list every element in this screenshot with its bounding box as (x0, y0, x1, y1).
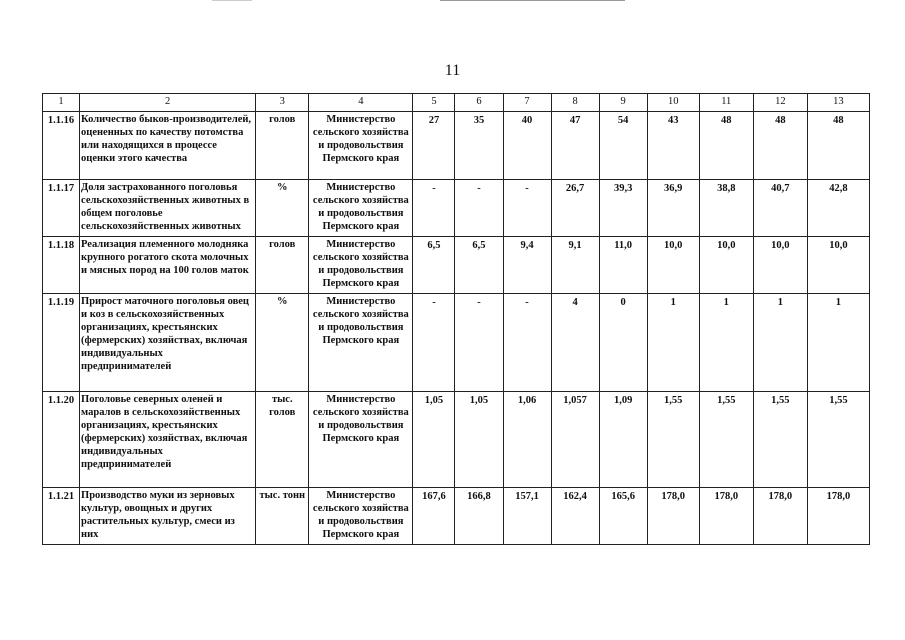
indicator-name: Производство муки из зерновых культур, овощных и других растительных культур, смеси из них (80, 488, 256, 545)
value-cell: 178,0 (699, 488, 753, 545)
value-cell: 1 (647, 294, 699, 392)
header-row (43, 94, 870, 112)
unit-cell: % (256, 180, 309, 237)
table-row (43, 294, 870, 392)
value-cell: 48 (807, 112, 869, 180)
indicator-name: Поголовье северных оленей и маралов в сельскохозяйственных организациях, крестьянских (фермерских) хозяйствах, включая индивидуальных предпринимателей (80, 392, 256, 488)
header-cell: 4 (309, 94, 413, 112)
row-code: 1.1.21 (43, 488, 80, 545)
value-cell: 178,0 (647, 488, 699, 545)
value-cell: - (503, 180, 551, 237)
value-cell: 6,5 (455, 237, 503, 294)
header-cell: 7 (503, 94, 551, 112)
value-cell: 1,55 (753, 392, 807, 488)
value-cell: 1,05 (455, 392, 503, 488)
unit-cell: тыс. тонн (256, 488, 309, 545)
header-cell: 12 (753, 94, 807, 112)
value-cell: 38,8 (699, 180, 753, 237)
value-cell: 11,0 (599, 237, 647, 294)
value-cell: 42,8 (807, 180, 869, 237)
header-cell: 13 (807, 94, 869, 112)
value-cell: 54 (599, 112, 647, 180)
value-cell: 1 (753, 294, 807, 392)
value-cell: 165,6 (599, 488, 647, 545)
value-cell: 1,55 (647, 392, 699, 488)
header-cell: 5 (413, 94, 455, 112)
value-cell: - (455, 180, 503, 237)
value-cell: - (413, 294, 455, 392)
responsible-cell: Министерство сельского хозяйства и продовольствия Пермского края (309, 112, 413, 180)
scan-edge-mark (212, 0, 252, 1)
value-cell: 48 (699, 112, 753, 180)
value-cell: 26,7 (551, 180, 599, 237)
row-code: 1.1.19 (43, 294, 80, 392)
unit-cell: % (256, 294, 309, 392)
table-row (43, 112, 870, 180)
responsible-cell: Министерство сельского хозяйства и продовольствия Пермского края (309, 392, 413, 488)
table-row (43, 392, 870, 488)
page-number: 11 (444, 62, 461, 79)
value-cell: 36,9 (647, 180, 699, 237)
header-cell: 6 (455, 94, 503, 112)
value-cell: 43 (647, 112, 699, 180)
unit-cell: голов (256, 112, 309, 180)
unit-cell: голов (256, 237, 309, 294)
indicators-table (42, 93, 870, 545)
indicator-name: Прирост маточного поголовья овец и коз в сельскохозяйственных организациях, крестьянских (фермерских) хозяйствах, включая индивидуальных предпринимателей (80, 294, 256, 392)
value-cell: 1,09 (599, 392, 647, 488)
value-cell: - (413, 180, 455, 237)
value-cell: 1,55 (807, 392, 869, 488)
value-cell: 9,4 (503, 237, 551, 294)
value-cell: 10,0 (699, 237, 753, 294)
value-cell: 6,5 (413, 237, 455, 294)
value-cell: 1,06 (503, 392, 551, 488)
header-cell: 2 (80, 94, 256, 112)
value-cell: 0 (599, 294, 647, 392)
value-cell: 27 (413, 112, 455, 180)
row-code: 1.1.18 (43, 237, 80, 294)
row-code: 1.1.17 (43, 180, 80, 237)
value-cell: 1,55 (699, 392, 753, 488)
value-cell: - (503, 294, 551, 392)
value-cell: 167,6 (413, 488, 455, 545)
value-cell: 178,0 (753, 488, 807, 545)
table-row (43, 488, 870, 545)
value-cell: 40 (503, 112, 551, 180)
row-code: 1.1.20 (43, 392, 80, 488)
responsible-cell: Министерство сельского хозяйства и продовольствия Пермского края (309, 180, 413, 237)
value-cell: 35 (455, 112, 503, 180)
value-cell: 1 (807, 294, 869, 392)
responsible-cell: Министерство сельского хозяйства и продовольствия Пермского края (309, 237, 413, 294)
header-cell: 10 (647, 94, 699, 112)
unit-cell: тыс. голов (256, 392, 309, 488)
table-row (43, 180, 870, 237)
value-cell: - (455, 294, 503, 392)
header-cell: 9 (599, 94, 647, 112)
responsible-cell: Министерство сельского хозяйства и продовольствия Пермского края (309, 294, 413, 392)
header-cell: 3 (256, 94, 309, 112)
value-cell: 1 (699, 294, 753, 392)
row-code: 1.1.16 (43, 112, 80, 180)
value-cell: 10,0 (807, 237, 869, 294)
value-cell: 4 (551, 294, 599, 392)
value-cell: 157,1 (503, 488, 551, 545)
value-cell: 48 (753, 112, 807, 180)
value-cell: 1,05 (413, 392, 455, 488)
value-cell: 1,057 (551, 392, 599, 488)
value-cell: 40,7 (753, 180, 807, 237)
indicator-name: Реализация племенного молодняка крупного рогатого скота молочных и мясных пород на 100 голов маток (80, 237, 256, 294)
responsible-cell: Министерство сельского хозяйства и продовольствия Пермского края (309, 488, 413, 545)
value-cell: 166,8 (455, 488, 503, 545)
value-cell: 9,1 (551, 237, 599, 294)
value-cell: 162,4 (551, 488, 599, 545)
value-cell: 10,0 (753, 237, 807, 294)
header-cell: 1 (43, 94, 80, 112)
table-row (43, 237, 870, 294)
value-cell: 47 (551, 112, 599, 180)
header-cell: 11 (699, 94, 753, 112)
scan-edge-line (440, 0, 625, 1)
value-cell: 178,0 (807, 488, 869, 545)
indicator-name: Количество быков-производителей, оцененных по качеству потомства или находящихся в процессе оценки этого качества (80, 112, 256, 180)
header-cell: 8 (551, 94, 599, 112)
value-cell: 10,0 (647, 237, 699, 294)
value-cell: 39,3 (599, 180, 647, 237)
indicator-name: Доля застрахованного поголовья сельскохозяйственных животных в общем поголовье сельскохозяйственных животных (80, 180, 256, 237)
